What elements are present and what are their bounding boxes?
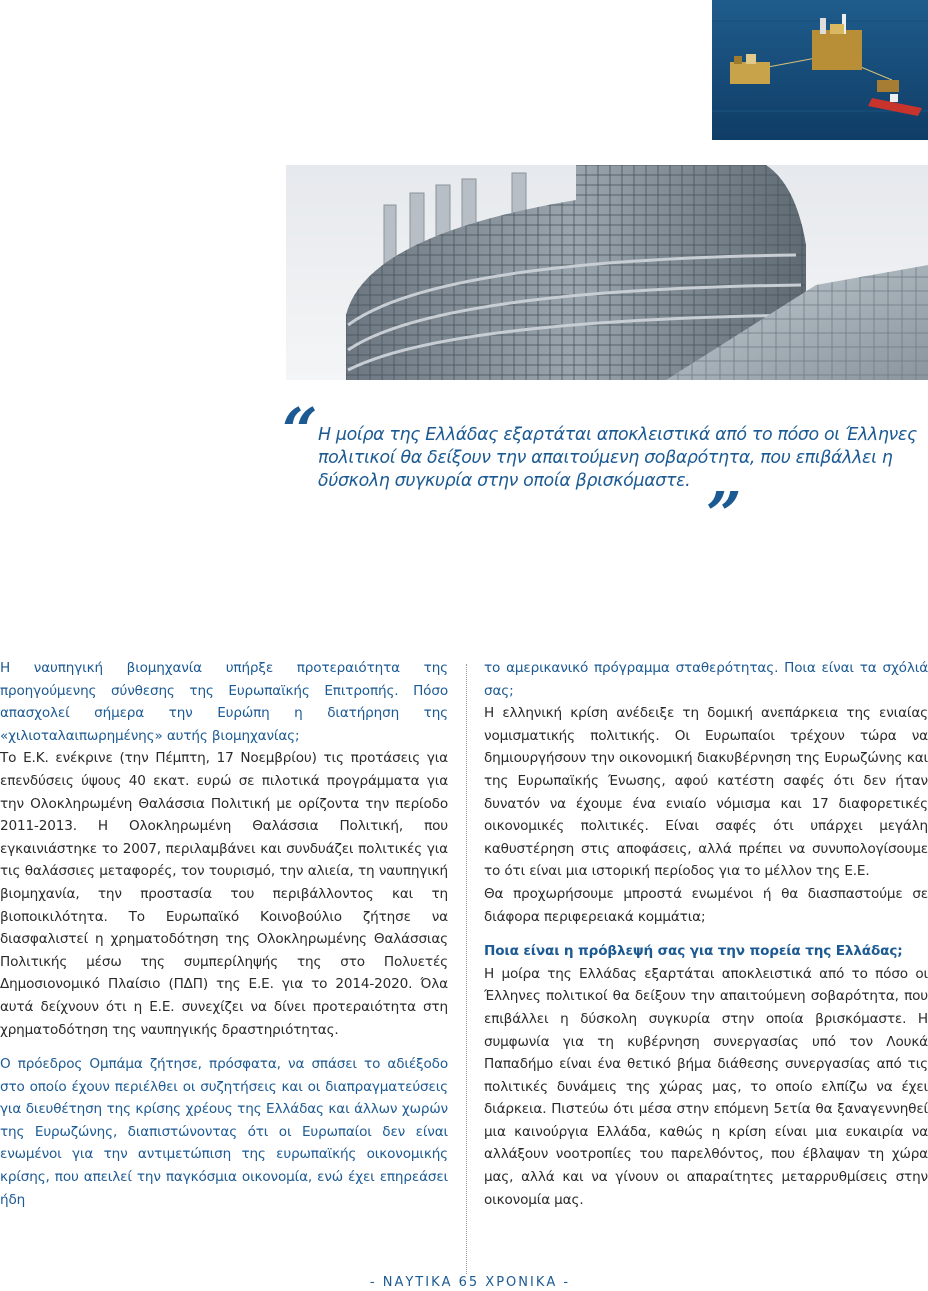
question-shipbuilding: Η ναυπηγική βιομηχανία υπήρξε προτεραιότητα της προηγούμενης σύνθεσης της Ευρωπαϊκής Επιτροπής. Πόσο απασχολεί σήμερα την Ευρώπη η διατήρηση της «χιλιοταλαιπωρημένης» αυτής βιομηχανίας; (0, 660, 448, 744)
page-footer: - ΝΑΥΤΙΚΑ 65 ΧΡΟΝΙΚΑ - (369, 1275, 571, 1290)
answer-obama-closing: Θα προχωρήσουμε μπροστά ενωμένοι ή θα διασπαστούμε σε διάφορα περιφερειακά κομμάτια; (484, 885, 928, 925)
answer-greece-forecast: Η μοίρα της Ελλάδας εξαρτάται αποκλειστικά από το πόσο οι Έλληνες πολιτικοί θα δείξουν την απαιτούμενη σοβαρότητα, που επιβάλλει η δύσκολη συγκυρία στην οποία βρισκόμαστε. Η συμφωνία για τη κυβέρνηση συνεργασίας υπό τον Λουκά Παπαδήμο είναι ένα θετικό βήμα διάθεσης συνεργασίας από τις πολιτικές δυνάμεις της χώρας μας, το οποίο ελπίζω να έχει διάρκεια. Πιστεύω ότι μέσα στην επόμενη 5ετία θα ξαναγεννηθεί μια καινούργια Ελλάδα, καθώς η κρίση είναι μια ευκαιρία να αλλάξουν νοοτροπίες του παρελθόντος, που έβλαψαν τη χώρα μας, αλλά και να γίνουν οι απαραίτητες μεταρρυθμίσεις στην οικονομία μας. (484, 965, 928, 1208)
left-column (0, 657, 448, 1211)
answer-shipbuilding: Το Ε.Κ. ενέκρινε (την Πέμπτη, 17 Νοεμβρίου) τις προτάσεις για επενδύσεις ύψους 40 εκατ. ευρώ σε πιλοτικά προγράμματα για την Ολοκληρωμένη Θαλάσσια Πολιτική με ορίζοντα την περίοδο 2011-2013. Η Ολοκληρωμένη Θαλάσσια Πολιτική, που εγκαινιάστηκε το 2007, περιλαμβάνει και συνδυάζει πολιτικές για τις θαλάσσιες μεταφορές, τον τουρισμό, την αλιεία, τη ναυπηγική βιομηχανία, την προστασία του περιβάλλοντος και τη βιοποικιλότητα. Το Ευρωπαϊκό Κοινοβούλιο ζήτησε να διασφαλιστεί η χρηματοδότηση της Ολοκληρωμένης Θαλάσσιας Πολιτικής μέσω της συμπερίληψής της στο Πολυετές Δημοσιονομικό Πλαίσιο (ΠΔΠ) της Ε.Ε. για το 2014-2020. Όλα αυτά δείχνουν ότι η Ε.Ε. συνεχίζει να δίνει προτεραιότητα στη χρηματοδότηση της ναυπηγικής δραστηριότητας. (0, 750, 448, 1038)
pull-quote: Η μοίρα της Ελλάδας εξαρτάται αποκλειστικά από το πόσο οι Έλληνες πολιτικοί θα δείξουν την απαιτούμενη σοβαρότητα, που επιβάλλει η δύσκολη συγκυρία στην οποία βρισκόμαστε. (318, 425, 917, 491)
oil-platform-photo (712, 0, 928, 140)
right-column (484, 657, 928, 1211)
quote-close-mark: ” (706, 478, 742, 551)
answer-obama: Η ελληνική κρίση ανέδειξε τη δομική ανεπάρκεια της ενιαίας νομισματικής πολιτικής. Οι Ευρωπαίοι τρέχουν τώρα να δημιουργήσουν την οικονομική διακυβέρνηση της Ευρωζώνης και της Ευρωπαϊκής Ένωσης, αφού κατέστη σαφές ότι δεν ήταν δυνατόν να έχουμε ένα ενιαίο νόμισμα και 17 διαφορετικές οικονομικές πολιτικές. Είναι σαφές ότι υπάρχει μεγάλη καθυστέρηση στις αποφάσεις, αλλά πρέπει να συνυπολογίσουμε το ότι είναι μια ιστορική περίοδος για το μέλλον της Ε.Ε. (484, 705, 928, 880)
quote-open-mark: “ (282, 394, 318, 467)
question-obama: Ο πρόεδρος Ομπάμα ζήτησε, πρόσφατα, να σπάσει το αδιέξοδο στο οποίο έχουν περιέλθει οι συζητήσεις και οι διαπραγματεύσεις για διευθέτηση της κρίσης χρέους της Ελλάδας και άλλων χωρών της Ευρωζώνης, διαπιστώνοντας ότι οι Ευρωπαίοι δεν είναι ενωμένοι για την αντιμετώπιση της ευρωπαϊκής οικονομικής κρίσης, που απειλεί την παγκόσμια οικονομία, ενώ έχει επηρεάσει ήδη (0, 1056, 448, 1208)
column-divider (466, 664, 467, 1274)
parliament-photo (286, 165, 928, 380)
question-obama-continued: το αμερικανικό πρόγραμμα σταθερότητας. Ποια είναι τα σχόλιά σας; (484, 660, 928, 699)
question-greece-forecast: Ποια είναι η πρόβλεψή σας για την πορεία της Ελλάδας; (484, 943, 903, 960)
